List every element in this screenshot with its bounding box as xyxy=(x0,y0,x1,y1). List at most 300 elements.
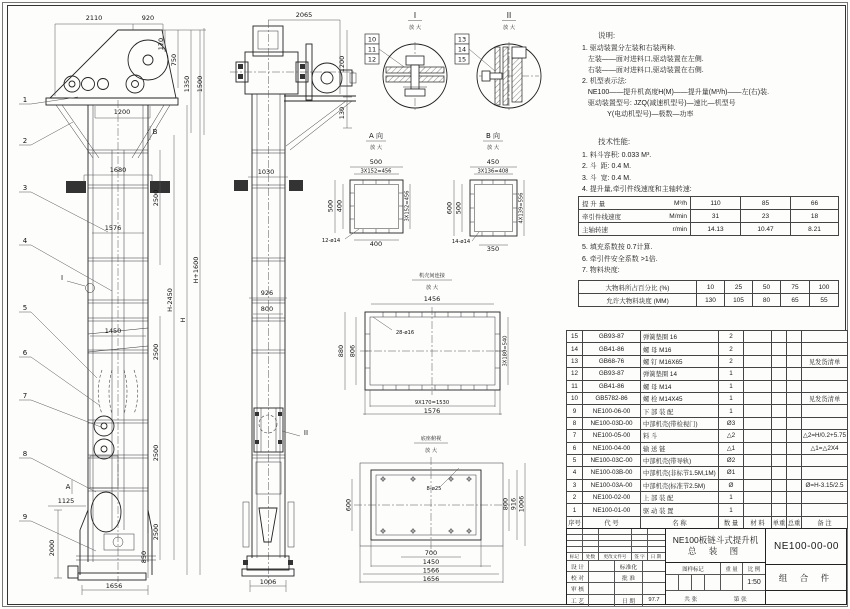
bom-qty: Ø2 xyxy=(719,454,744,466)
bom-name: 螺 母 M16 xyxy=(641,343,719,355)
speed-value: 23 xyxy=(741,210,791,223)
bom-unit-weight xyxy=(772,504,787,516)
hole-callout: 28-ø16 xyxy=(395,330,415,336)
drawing-number: NE100-00-00 xyxy=(766,529,847,565)
bom-name: 螺 母 M14 xyxy=(641,380,719,392)
dim-label: 806 xyxy=(348,344,357,358)
lump-value: 10 xyxy=(697,281,725,294)
lump-row-label: 允许大物料块度 (MM) xyxy=(579,294,697,307)
dim-label: 926 xyxy=(260,289,274,297)
part-leader: 3 xyxy=(22,184,28,192)
sig-label: 校 对 xyxy=(567,572,589,582)
speed-row-unit: M³/h xyxy=(674,199,687,207)
bom-material xyxy=(744,355,772,367)
tech-item: 3. 斗 宽: 0.4 M. xyxy=(582,174,632,182)
bom-note xyxy=(802,504,848,516)
dim-label: 920 xyxy=(141,14,155,22)
bom-row xyxy=(567,380,848,392)
dim-label: 1450 xyxy=(104,327,122,335)
view-subtitle: 放 大 xyxy=(424,448,438,454)
dim-label: 750 xyxy=(170,53,178,67)
bom-row xyxy=(567,504,848,516)
bom-header-code: 代 号 xyxy=(583,516,641,528)
part-leader: 7 xyxy=(22,392,28,400)
weight-header: 重 量 xyxy=(721,563,743,574)
lump-table-row xyxy=(579,294,839,307)
bom-total-weight xyxy=(787,331,802,343)
bom-code: GB93-87 xyxy=(583,331,641,343)
signature-row xyxy=(567,572,665,583)
speed-row-label: 牵引件线速度 xyxy=(582,213,621,221)
bom-note: △1=△2X4 xyxy=(802,442,848,454)
weight-value xyxy=(721,575,743,590)
bom-unit-weight xyxy=(772,380,787,392)
dim-label: 1656 xyxy=(105,582,123,590)
lump-value: 75 xyxy=(781,281,810,294)
tech-items-a xyxy=(582,150,844,196)
part-leader: 11 xyxy=(367,45,377,54)
bom-header-name: 名 称 xyxy=(641,516,719,528)
bom-row xyxy=(567,343,848,355)
bom-note: 见发货清单 xyxy=(802,355,848,367)
dim-label: 1030 xyxy=(257,168,275,176)
bom-no: 7 xyxy=(567,430,583,442)
dim-label: 1200 xyxy=(338,55,346,73)
hole-callout: 14-ø14 xyxy=(451,239,471,245)
bom-no: 5 xyxy=(567,454,583,466)
dim-label: 700 xyxy=(424,549,438,557)
bom-total-weight xyxy=(787,454,802,466)
bom-unit-weight xyxy=(772,417,787,429)
lump-table-row xyxy=(579,281,839,294)
tech-items-b xyxy=(582,242,844,277)
bom-row xyxy=(567,368,848,380)
speed-value: 110 xyxy=(691,197,741,210)
dim-label: 2065 xyxy=(295,11,313,19)
speed-table-row xyxy=(579,210,839,223)
lump-value: 100 xyxy=(810,281,839,294)
bom-unit-weight xyxy=(772,442,787,454)
signature-row xyxy=(567,595,665,606)
bom-note xyxy=(802,454,848,466)
bom-total-weight xyxy=(787,467,802,479)
bom-no: 15 xyxy=(567,331,583,343)
bom-code: NE100-03C-00 xyxy=(583,454,641,466)
bom-material xyxy=(744,405,772,417)
bom-code: NE100-02-00 xyxy=(583,492,641,504)
bom-code: NE100-04-00 xyxy=(583,442,641,454)
mark-header-row xyxy=(666,563,765,575)
bom-unit-weight xyxy=(772,454,787,466)
bom-qty: △1 xyxy=(719,442,744,454)
title-block-middle xyxy=(666,529,766,604)
bom-header-row xyxy=(567,516,848,528)
dim-label: 500 xyxy=(369,158,383,166)
dim-label: 1456 xyxy=(423,295,441,303)
dim-label: 1500 xyxy=(196,75,204,93)
dim-label: 1450 xyxy=(422,558,440,566)
dim-label: 2110 xyxy=(85,14,103,22)
bom-header-no: 序号 xyxy=(567,516,583,528)
speed-table-row xyxy=(579,223,839,236)
dim-label: 2500 xyxy=(152,523,160,541)
dim-label: 800 xyxy=(501,497,510,511)
part-leader: 12 xyxy=(367,55,377,64)
bom-row xyxy=(567,417,848,429)
dim-label: 1200 xyxy=(113,108,131,116)
bom-row xyxy=(567,492,848,504)
bom-unit-weight xyxy=(772,355,787,367)
bom-row xyxy=(567,467,848,479)
view-subtitle: 放 大 xyxy=(425,285,439,291)
bom-row xyxy=(567,442,848,454)
dim-label: H+1600 xyxy=(192,256,200,284)
part-leader: 6 xyxy=(22,349,28,357)
lump-value: 25 xyxy=(725,281,753,294)
bom-qty: 1 xyxy=(719,392,744,404)
part-leader: 10 xyxy=(367,35,377,44)
bom-material xyxy=(744,380,772,392)
dim-label: 130 xyxy=(338,106,346,120)
speed-table-row xyxy=(579,197,839,210)
bom-note: Ø=H-3.15/2.5 xyxy=(802,479,848,491)
bom-material xyxy=(744,430,772,442)
sheet-number: 第 张 xyxy=(733,596,747,603)
detail-title: I xyxy=(413,11,417,20)
part-leader: 8 xyxy=(22,450,28,458)
part-leader: 15 xyxy=(457,55,467,64)
drawing-title-line1: NE100板链斗式提升机 xyxy=(672,534,759,545)
tech-item: 1. 料斗容积: 0.033 M³. xyxy=(582,151,652,159)
dim-label: 1125 xyxy=(57,497,75,505)
dim-label: 1566 xyxy=(422,566,440,575)
bom-qty: 1 xyxy=(719,380,744,392)
scale-value: 1:50 xyxy=(747,579,761,586)
bom-no: 12 xyxy=(567,368,583,380)
bom-material xyxy=(744,368,772,380)
bom-material xyxy=(744,343,772,355)
dim-label: 3X136=408 xyxy=(477,168,509,175)
bom-total-weight xyxy=(787,355,802,367)
sig-label: 设 计 xyxy=(567,561,589,571)
mark-boxes xyxy=(666,575,721,590)
dim-label: 500 xyxy=(326,199,335,213)
bom-material xyxy=(744,392,772,404)
bom-code: NE100-06-00 xyxy=(583,405,641,417)
hole-callout: 12-ø14 xyxy=(321,238,341,244)
notes-title: 说明: xyxy=(598,31,616,40)
dim-label: 600 xyxy=(344,498,353,512)
bom-note xyxy=(802,467,848,479)
detail-subtitle: 放 大 xyxy=(408,25,422,31)
bom-no: 2 xyxy=(567,492,583,504)
bom-total-weight xyxy=(787,380,802,392)
dim-label: 3X152=456 xyxy=(404,190,411,222)
bom-unit-weight xyxy=(772,343,787,355)
bom-material xyxy=(744,492,772,504)
bom-header-qty: 数 量 xyxy=(719,516,744,528)
bom-qty: 2 xyxy=(719,355,744,367)
lump-row-label: 大物料所占百分比 (%) xyxy=(579,281,697,294)
note-line: 驱动装置型号: JZQ(减速机型号)—速比—机型号 xyxy=(582,100,736,107)
bom-qty: △2 xyxy=(719,430,744,442)
part-leader: 1 xyxy=(22,96,28,104)
speed-value: 66 xyxy=(791,197,839,210)
mark-header: 图样标记 xyxy=(666,563,721,574)
scale-header: 比 例 xyxy=(747,566,761,573)
dim-label: H xyxy=(179,317,187,323)
lump-value: 50 xyxy=(753,281,781,294)
bom-total-weight xyxy=(787,392,802,404)
revision-header-date: 日 期 xyxy=(650,553,662,559)
sig-label: 审 核 xyxy=(567,583,589,593)
dim-label: 1656 xyxy=(422,575,440,583)
dim-label: 1350 xyxy=(183,75,191,93)
revision-header-sign: 签 字 xyxy=(632,553,648,560)
bom-qty: 2 xyxy=(719,331,744,343)
dim-label: 1006 xyxy=(517,495,526,513)
dim-label: 1680 xyxy=(109,166,127,174)
mark-value-row xyxy=(666,575,765,591)
drawing-title-line2: 总 装 图 xyxy=(687,545,744,556)
view-marker-a: A xyxy=(65,483,71,491)
note-line: 1. 驱动装置分左装和右装两种. xyxy=(582,45,676,52)
bom-header-total-weight: 总重 xyxy=(787,516,802,528)
bom-no: 11 xyxy=(567,380,583,392)
dim-label: 170 xyxy=(157,37,165,51)
tech-item: 4. 提升量,牵引件线速度和主轴转速: xyxy=(582,186,692,193)
bom-name: 下 部 装 配 xyxy=(641,405,719,417)
bom-header-material: 材 料 xyxy=(744,516,772,528)
note-line: 2. 机型表示法: xyxy=(582,78,627,85)
bom-name: 中部机壳(带检视门) xyxy=(641,417,719,429)
lump-value: 65 xyxy=(781,294,810,307)
dim-label: 2500 xyxy=(152,444,160,462)
note-line: Y(电动机型号)—极数—功率 xyxy=(582,111,694,118)
sheet-count-row xyxy=(666,591,765,605)
part-leader: 13 xyxy=(457,35,467,44)
detail-title: II xyxy=(506,11,512,20)
sig-label: 批 准 xyxy=(615,572,643,582)
bom-no: 13 xyxy=(567,355,583,367)
title-block xyxy=(566,528,847,605)
part-leader: 9 xyxy=(22,513,28,521)
dim-label: 880 xyxy=(337,344,345,358)
lump-size-table xyxy=(578,280,839,307)
bom-code: NE100-01-00 xyxy=(583,504,641,516)
bom-no: 4 xyxy=(567,467,583,479)
bom-material xyxy=(744,417,772,429)
speed-row-label: 提 升 量 xyxy=(582,200,606,208)
speed-value: 10.47 xyxy=(741,223,791,236)
bom-name: 中部机壳(标准节2.5M) xyxy=(641,479,719,491)
bom-row xyxy=(567,405,848,417)
dim-label: 4X139=556 xyxy=(518,192,525,224)
speed-row-label: 主轴转速 xyxy=(582,226,608,234)
bom-code: NE100-03A-00 xyxy=(583,479,641,491)
bom-name: 螺 栓 M14X45 xyxy=(641,392,719,404)
bom-qty: Ø1 xyxy=(719,467,744,479)
title-block-revision-area xyxy=(567,529,666,604)
part-leader: 4 xyxy=(22,237,28,245)
bom-name: 弹簧垫圈 16 xyxy=(641,331,719,343)
bom-unit-weight xyxy=(772,479,787,491)
bom-unit-weight xyxy=(772,331,787,343)
signature-row xyxy=(567,561,665,572)
bom-code: NE100-05-00 xyxy=(583,430,641,442)
bom-total-weight xyxy=(787,417,802,429)
bom-no: 3 xyxy=(567,479,583,491)
bom-unit-weight xyxy=(772,405,787,417)
dim-label: H-2450 xyxy=(166,288,174,312)
bom-material xyxy=(744,442,772,454)
sig-label: 标准化 xyxy=(615,561,643,571)
bom-total-weight xyxy=(787,405,802,417)
speed-value: 14.13 xyxy=(691,223,741,236)
tech-item: 6. 牵引件安全系数 >1倍. xyxy=(582,255,658,263)
bom-note xyxy=(802,405,848,417)
bom-code: GB68-76 xyxy=(583,355,641,367)
bom-total-weight xyxy=(787,368,802,380)
dim-label: 1576 xyxy=(423,407,441,415)
bom-code: GB41-86 xyxy=(583,380,641,392)
right-panel xyxy=(565,0,850,609)
tech-item: 7. 物料块度: xyxy=(582,267,620,274)
bom-note xyxy=(802,331,848,343)
bom-code: GB93-87 xyxy=(583,368,641,380)
dim-label: 9X170=1530 xyxy=(414,400,450,406)
bom-qty: 1 xyxy=(719,405,744,417)
bom-row xyxy=(567,479,848,491)
bom-no: 1 xyxy=(567,504,583,516)
view-title: 底座俯视 xyxy=(420,436,442,442)
part-leader: 2 xyxy=(22,137,28,145)
bom-qty: 1 xyxy=(719,368,744,380)
bom-note xyxy=(802,492,848,504)
note-line: 左装——面对进料口,驱动装置在左侧. xyxy=(582,56,704,63)
part-type: 组 合 件 xyxy=(766,565,847,591)
revision-header-count: 处数 xyxy=(583,553,599,560)
speed-value: 8.21 xyxy=(791,223,839,236)
dim-label: 400 xyxy=(369,240,383,248)
section-title: B 向 xyxy=(485,132,501,140)
bom-table xyxy=(566,330,848,529)
bom-unit-weight xyxy=(772,430,787,442)
bom-total-weight xyxy=(787,492,802,504)
bom-material xyxy=(744,331,772,343)
bom-total-weight xyxy=(787,504,802,516)
bom-material xyxy=(744,479,772,491)
bom-row xyxy=(567,454,848,466)
bom-header-unit-weight: 单重 xyxy=(772,516,787,528)
tech-item: 2. 斗 距: 0.4 M. xyxy=(582,163,632,170)
detail-marker-i: I xyxy=(60,274,64,282)
dim-label: 350 xyxy=(486,245,500,253)
dim-label: 450 xyxy=(486,158,500,166)
bom-no: 14 xyxy=(567,343,583,355)
lump-value: 130 xyxy=(697,294,725,307)
dim-label: 3X152=456 xyxy=(360,168,392,175)
tech-item: 5. 填充系数按 0.7计算. xyxy=(582,244,653,251)
detail-subtitle: 放 大 xyxy=(502,25,516,31)
hole-callout: 8-ø25 xyxy=(426,486,442,492)
dim-label: 500 xyxy=(454,201,463,215)
bom-qty: 1 xyxy=(719,504,744,516)
bom-header-note: 备 注 xyxy=(802,516,848,528)
bom-name: 上 部 装 配 xyxy=(641,492,719,504)
tech-title: 技术性能: xyxy=(598,137,631,146)
bom-material xyxy=(744,467,772,479)
bom-total-weight xyxy=(787,343,802,355)
bom-qty: Ø xyxy=(719,479,744,491)
sig-label xyxy=(615,583,643,593)
lump-value: 80 xyxy=(753,294,781,307)
signature-row xyxy=(567,583,665,594)
revision-header-docno: 更改文件号 xyxy=(599,553,632,560)
view-marker-b: B xyxy=(152,128,158,136)
lump-value: 55 xyxy=(810,294,839,307)
revision-header-mark: 标记 xyxy=(567,553,583,560)
bom-qty: 2 xyxy=(719,343,744,355)
bom-name: 中部机壳(非标节1.5M,1M) xyxy=(641,467,719,479)
bom-note xyxy=(802,417,848,429)
dim-label: 2500 xyxy=(152,343,160,361)
dim-label: 916 xyxy=(509,497,518,511)
view-title: 机壳间连接 xyxy=(419,273,445,279)
bom-qty: Ø3 xyxy=(719,417,744,429)
notes-block xyxy=(582,30,844,120)
bom-name: 驱 动 装 置 xyxy=(641,504,719,516)
dim-label: 3X180=540 xyxy=(502,335,509,367)
bom-note xyxy=(802,368,848,380)
revision-header-row xyxy=(567,553,665,561)
sig-label: 日 期 xyxy=(615,595,643,606)
speed-value: 85 xyxy=(741,197,791,210)
bom-unit-weight xyxy=(772,392,787,404)
drawing-title xyxy=(666,529,765,563)
sheet-total: 共 张 xyxy=(684,596,698,603)
bom-code: NE100-03B-00 xyxy=(583,467,641,479)
section-subtitle: 放 大 xyxy=(486,145,500,151)
bom-unit-weight xyxy=(772,467,787,479)
dim-label: 1576 xyxy=(104,224,122,232)
notes-lines xyxy=(582,43,844,120)
speed-value: 18 xyxy=(791,210,839,223)
bom-code: NE100-03D-00 xyxy=(583,417,641,429)
bom-row xyxy=(567,355,848,367)
speed-table xyxy=(578,196,839,236)
bom-row xyxy=(567,392,848,404)
bom-row xyxy=(567,430,848,442)
bom-unit-weight xyxy=(772,368,787,380)
dim-label: 800 xyxy=(260,305,274,313)
dim-label: 2500 xyxy=(152,189,160,207)
bom-material xyxy=(744,504,772,516)
drawing-date: 97.7 xyxy=(648,597,660,604)
bom-total-weight xyxy=(787,442,802,454)
speed-value: 31 xyxy=(691,210,741,223)
bom-no: 8 xyxy=(567,417,583,429)
bom-note: △2=H/0.2+5.75 xyxy=(802,430,848,442)
detail-marker-ii: II xyxy=(303,429,309,437)
bom-name: 中部机壳(带导轨) xyxy=(641,454,719,466)
note-line: 右装——面对进料口,驱动装置在右侧. xyxy=(582,67,704,74)
part-leader: 14 xyxy=(457,45,467,54)
speed-row-unit: M/min xyxy=(669,212,687,220)
bom-code: GB5782-86 xyxy=(583,392,641,404)
bom-qty: 1 xyxy=(719,492,744,504)
tech-block xyxy=(582,136,844,196)
